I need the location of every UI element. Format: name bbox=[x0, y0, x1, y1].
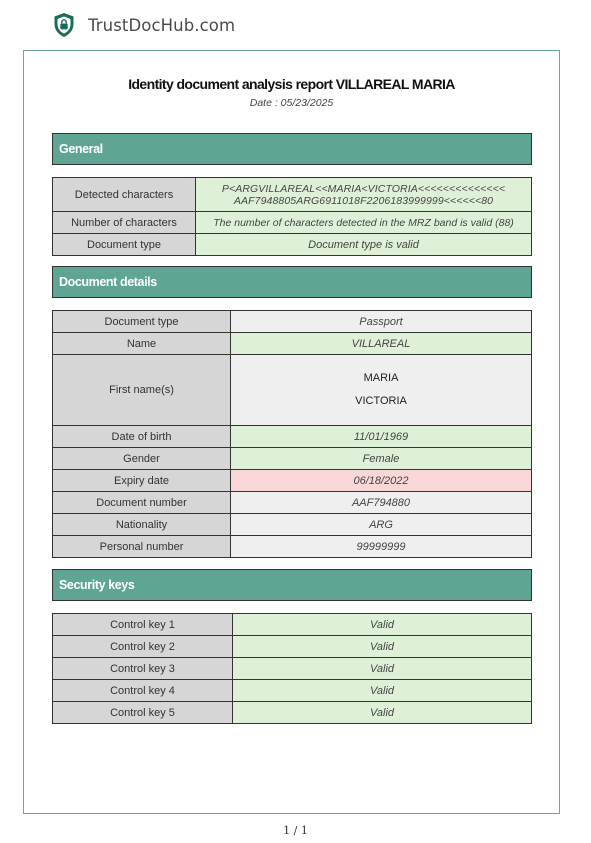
nationality-label: Nationality bbox=[53, 514, 231, 536]
security-table bbox=[52, 613, 532, 724]
personal-number-label: Personal number bbox=[53, 536, 231, 558]
table-row bbox=[53, 470, 532, 492]
details-table bbox=[52, 310, 532, 558]
date-of-birth-label: Date of birth bbox=[53, 426, 231, 448]
page-number: 1 / 1 bbox=[283, 824, 308, 837]
table-row bbox=[53, 448, 532, 470]
document-type-value: Passport bbox=[231, 311, 532, 333]
table-row bbox=[53, 355, 532, 426]
first-name-1: MARIA bbox=[363, 372, 399, 384]
table-row bbox=[53, 311, 532, 333]
document-number-label: Document number bbox=[53, 492, 231, 514]
first-name-2: VICTORIA bbox=[355, 395, 407, 407]
report-title: Identity document analysis report VILLAREAL MARIA bbox=[128, 76, 455, 92]
control-key-label: Control key 3 bbox=[53, 658, 233, 680]
name-label: Name bbox=[53, 333, 231, 355]
table-row bbox=[53, 680, 532, 702]
document-number-value: AAF794880 bbox=[231, 492, 532, 514]
table-row bbox=[53, 426, 532, 448]
brand-logo bbox=[53, 12, 235, 38]
expiry-date-label: Expiry date bbox=[53, 470, 231, 492]
control-key-value: Valid bbox=[233, 636, 532, 658]
name-value: VILLAREAL bbox=[231, 333, 532, 355]
expiry-date-value: 06/18/2022 bbox=[231, 470, 532, 492]
document-type-label: Document type bbox=[53, 311, 231, 333]
section-security-header: Security keys bbox=[52, 569, 532, 601]
general-document-type-label: Document type bbox=[53, 234, 196, 256]
nationality-value: ARG bbox=[231, 514, 532, 536]
control-key-value: Valid bbox=[233, 658, 532, 680]
brand-name: TrustDocHub.com bbox=[88, 15, 236, 35]
number-of-characters-label: Number of characters bbox=[53, 212, 196, 234]
table-row bbox=[53, 212, 532, 234]
table-row bbox=[53, 234, 532, 256]
table-row bbox=[53, 333, 532, 355]
shield-lock-icon bbox=[53, 12, 75, 38]
first-names-value bbox=[231, 355, 532, 426]
control-key-value: Valid bbox=[233, 702, 532, 724]
gender-label: Gender bbox=[53, 448, 231, 470]
table-row bbox=[53, 636, 532, 658]
section-details-header: Document details bbox=[52, 266, 532, 298]
mrz-line-1: P<ARGVILLAREAL<<MARIA<VICTORIA<<<<<<<<<<<<<< bbox=[221, 182, 506, 195]
general-document-type-value: Document type is valid bbox=[196, 234, 532, 256]
control-key-label: Control key 5 bbox=[53, 702, 233, 724]
detected-characters-label: Detected characters bbox=[53, 178, 196, 212]
report-page bbox=[23, 50, 560, 814]
number-of-characters-value: The number of characters detected in the MRZ band is valid (88) bbox=[196, 212, 532, 234]
table-row bbox=[53, 702, 532, 724]
personal-number-value: 99999999 bbox=[231, 536, 532, 558]
gender-value: Female bbox=[231, 448, 532, 470]
control-key-label: Control key 4 bbox=[53, 680, 233, 702]
control-key-label: Control key 2 bbox=[53, 636, 233, 658]
control-key-value: Valid bbox=[233, 614, 532, 636]
mrz-value bbox=[196, 178, 532, 212]
section-general-header: General bbox=[52, 133, 532, 165]
control-key-value: Valid bbox=[233, 680, 532, 702]
control-key-label: Control key 1 bbox=[53, 614, 233, 636]
general-table bbox=[52, 177, 532, 256]
table-row bbox=[53, 492, 532, 514]
date-of-birth-value: 11/01/1969 bbox=[231, 426, 532, 448]
table-row bbox=[53, 536, 532, 558]
report-date: Date : 05/23/2025 bbox=[249, 97, 334, 109]
table-row bbox=[53, 514, 532, 536]
table-row bbox=[53, 178, 532, 212]
mrz-line-2: AAF7948805ARG6911018F2206183999999<<<<<<80 bbox=[233, 194, 494, 207]
table-row bbox=[53, 614, 532, 636]
table-row bbox=[53, 658, 532, 680]
first-names-label: First name(s) bbox=[53, 355, 231, 426]
